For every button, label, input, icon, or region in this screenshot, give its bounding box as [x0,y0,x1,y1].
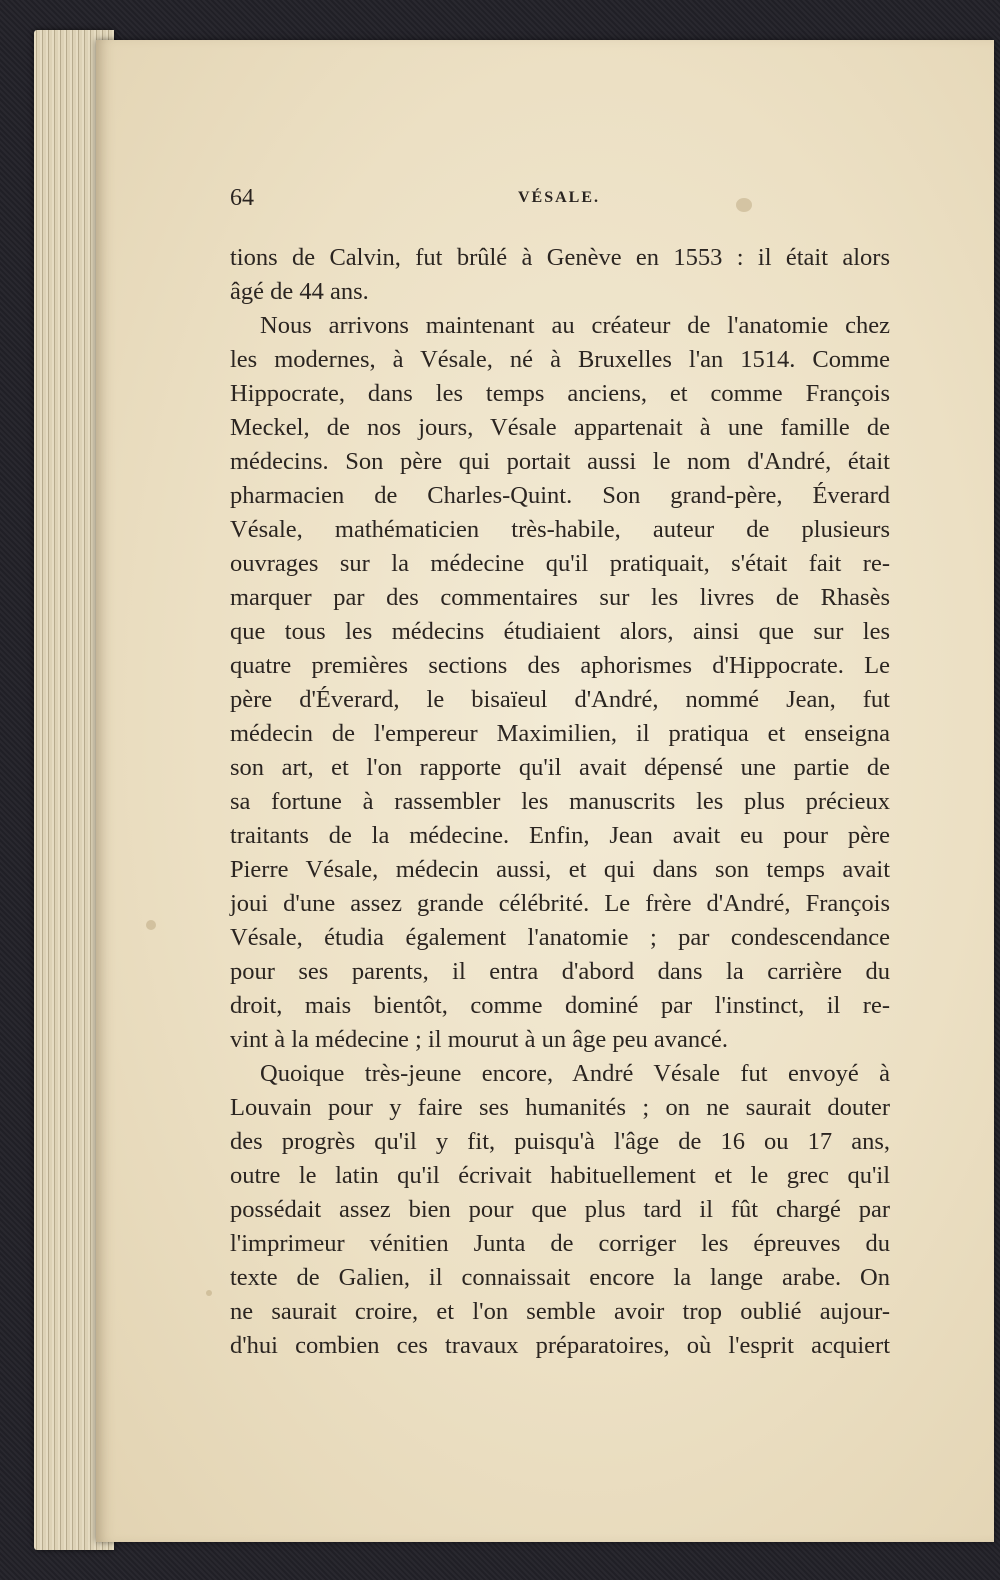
text-line: droit, mais bientôt, comme dominé par l'instinct, il re- [230,992,890,1019]
text-line: son art, et l'on rapporte qu'il avait dépensé une partie de [230,754,890,781]
text-line: père d'Éverard, le bisaïeul d'André, nommé Jean, fut [230,686,890,713]
paragraph-start-line: Quoique très-jeune encore, André Vésale fut envoyé à [260,1060,890,1087]
text-line: que tous les médecins étudiaient alors, ainsi que sur les [230,618,890,645]
text-line: Vésale, mathématicien très-habile, auteur de plusieurs [230,516,890,543]
text-line: vint à la médecine ; il mourut à un âge peu avancé. [230,1026,728,1053]
page-number: 64 [230,185,254,211]
stain [206,1290,212,1296]
text-line: Meckel, de nos jours, Vésale appartenait à une famille de [230,414,890,441]
text-line: marquer par des commentaires sur les livres de Rhasès [230,584,890,611]
text-line: médecin de l'empereur Maximilien, il pratiqua et enseigna [230,720,890,747]
text-line: tions de Calvin, fut brûlé à Genève en 1553 : il était alors [230,244,890,271]
text-line: texte de Galien, il connaissait encore la lange arabe. On [230,1264,890,1291]
text-line: pharmacien de Charles-Quint. Son grand-père, Éverard [230,482,890,509]
text-line: l'imprimeur vénitien Junta de corriger les épreuves du [230,1230,890,1257]
text-line: âgé de 44 ans. [230,278,369,305]
text-line: ne saurait croire, et l'on semble avoir trop oublié aujour- [230,1298,890,1325]
running-head-title: VÉSALE. [518,189,601,206]
page-text-block [230,185,890,1363]
text-line: Pierre Vésale, médecin aussi, et qui dans son temps avait [230,856,890,883]
text-line: Louvain pour y faire ses humanités ; on ne saurait douter [230,1094,890,1121]
book-page [96,40,994,1542]
text-line: ouvrages sur la médecine qu'il pratiquait, s'était fait re- [230,550,890,577]
stain [146,920,156,930]
text-line: Hippocrate, dans les temps anciens, et comme François [230,380,890,407]
text-line: les modernes, à Vésale, né à Bruxelles l'an 1514. Comme [230,346,890,373]
text-line: outre le latin qu'il écrivait habituellement et le grec qu'il [230,1162,890,1189]
text-line: Vésale, étudia également l'anatomie ; par condescendance [230,924,890,951]
text-line: possédait assez bien pour que plus tard il fût chargé par [230,1196,890,1223]
running-head [230,185,890,221]
text-line: médecins. Son père qui portait aussi le nom d'André, était [230,448,890,475]
text-line: traitants de la médecine. Enfin, Jean avait eu pour père [230,822,890,849]
text-line: quatre premières sections des aphorismes d'Hippocrate. Le [230,652,890,679]
text-line: sa fortune à rassembler les manuscrits les plus précieux [230,788,890,815]
text-line: des progrès qu'il y fit, puisqu'à l'âge de 16 ou 17 ans, [230,1128,890,1155]
text-line: d'hui combien ces travaux préparatoires, où l'esprit acquiert [230,1332,890,1359]
paragraph-start-line: Nous arrivons maintenant au créateur de l'anatomie chez [260,312,890,339]
text-line: pour ses parents, il entra d'abord dans la carrière du [230,958,890,985]
text-line: joui d'une assez grande célébrité. Le frère d'André, François [230,890,890,917]
